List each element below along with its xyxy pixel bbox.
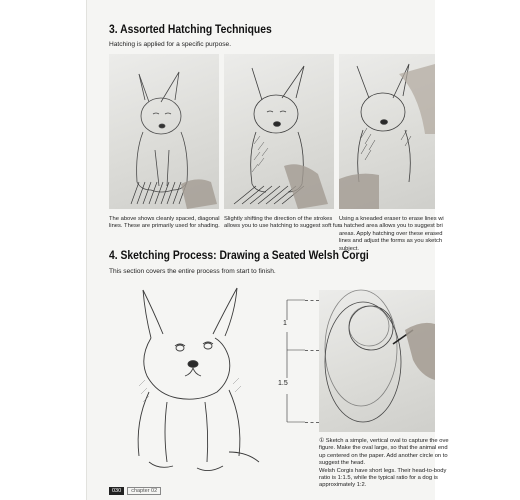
hand	[399, 64, 435, 134]
hatching-photo-1	[109, 54, 219, 209]
corgi-sketch-illustration	[109, 54, 219, 209]
section-4-subtitle: This section covers the entire process from start to finish.	[109, 268, 276, 275]
book-page	[86, 0, 449, 500]
ratio-label-head: 1	[283, 320, 287, 327]
corgi-fur-illustration	[224, 54, 334, 209]
section-3-subtitle: Hatching is applied for a specific purpose.	[109, 41, 232, 48]
caption-soft-fur: Slightly shifting the direction of the strokes allows you to use hatching to suggest soft fur.	[224, 216, 341, 230]
hatching-photo-3	[339, 54, 435, 209]
page-number: 030	[109, 487, 124, 495]
guide-dash-mid	[305, 350, 319, 352]
guide-dash-top	[305, 300, 319, 302]
section-4-title: 4. Sketching Process: Drawing a Seated Welsh Corgi	[109, 250, 369, 262]
caption-spaced-lines: The above shows cleanly spaced, diagonal lines. These are primarily used for shading.	[109, 216, 220, 230]
hand	[284, 164, 328, 209]
ratio-label-body: 1.5	[278, 380, 288, 387]
chapter-label: chapter 02	[127, 487, 161, 495]
corgi-erase-illustration	[339, 54, 435, 209]
hand	[181, 179, 217, 209]
proportion-guide	[273, 300, 305, 422]
hand	[405, 323, 435, 380]
section-3-title: 3. Assorted Hatching Techniques	[109, 24, 272, 36]
proportion-lines	[273, 300, 305, 422]
hand	[339, 174, 379, 209]
hatching-photo-2	[224, 54, 334, 209]
guide-dash-bottom	[305, 422, 319, 424]
seated-corgi-drawing	[109, 282, 279, 482]
corgi-line-art	[109, 282, 279, 482]
caption-kneaded-eraser: Using a kneaded eraser to erase lines wi a hatched area allows you to suggest bri areas. Apply hatching over these erased lines and adjust the forms as you sketch subject.	[339, 216, 444, 252]
oval-sketch-photo	[319, 290, 435, 432]
step-1-caption: ① Sketch a simple, vertical oval to capture the ove figure. Make the oval large, so that the animal end up centered on the paper. Add another circle on to suggest the head. Welsh Corgis have short legs. Their head-to-body ratio is 1:1.5, while the typical ratio for a dog is approximately 1:2.	[319, 438, 449, 489]
page-footer	[109, 486, 161, 496]
oval-sketch-illustration	[319, 290, 435, 432]
